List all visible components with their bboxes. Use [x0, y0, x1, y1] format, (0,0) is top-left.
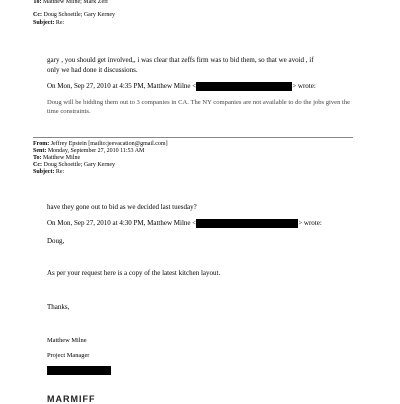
divider-line — [33, 137, 353, 138]
cc-value: Doug Schoettle; Gary Kerney — [43, 12, 115, 18]
email1-body-line2: only we had done it discussions. — [47, 66, 138, 74]
cc-value: Doug Schoettle; Gary Kerney — [43, 162, 115, 168]
sent-label: Sent: — [33, 148, 47, 154]
message-text: As per your request here is a copy of the latest kitchen layout. — [47, 269, 221, 277]
to-value: Matthew Milne; Mark Zeff — [42, 0, 108, 5]
subject-label: Subject: — [33, 20, 55, 26]
quote-suffix: > wrote: — [298, 219, 322, 227]
greeting: Doug, — [47, 237, 65, 245]
subject-label: Subject: — [33, 169, 55, 175]
email2-quote-header — [47, 218, 322, 228]
redaction-box — [47, 366, 111, 375]
subject-value: Re: — [55, 20, 65, 26]
from-label: From: — [33, 141, 50, 147]
email1-subject-line — [33, 20, 64, 27]
quote-suffix: > wrote: — [292, 82, 316, 90]
subject-value: Re: — [55, 169, 65, 175]
email2-subject-line — [33, 169, 64, 176]
signature-name: Matthew Milne — [47, 337, 87, 344]
quote-prefix: On Mon, Sep 27, 2010 at 4:35 PM, Matthew Milne < — [47, 82, 197, 90]
email2-sent-line — [33, 148, 144, 155]
email2-cc-line — [33, 162, 115, 169]
signature-title: Project Manager — [47, 352, 90, 359]
email1-cc-line — [33, 12, 115, 19]
email2-to-line — [33, 155, 80, 162]
cc-label: Cc: — [33, 12, 42, 18]
from-value: Jeffrey Epstein [mailto:jeevacation@gmail.com] — [50, 141, 168, 147]
email1-quoted-text: Doug will be bidding them out to 3 companies in CA. The NY companies are not available to do the jobs given the time constraints. — [47, 99, 351, 115]
email1-body-line1: gary , you should get involved,, i was clear that zeffs firm was to bid them, so that we avoid , if — [47, 56, 314, 64]
email1-to-line — [33, 0, 108, 6]
bottom-cut-text: MARMIFF — [47, 394, 96, 404]
email1-quote-header — [47, 81, 316, 91]
cc-label: Cc: — [33, 162, 42, 168]
sent-value: Monday, September 27, 2010 11:53 AM — [47, 148, 145, 154]
quote-prefix: On Mon, Sep 27, 2010 at 4:30 PM, Matthew Milne < — [47, 219, 197, 227]
to-value: Matthew Milne — [42, 155, 81, 161]
closing: Thanks, — [47, 303, 70, 311]
email2-from-line — [33, 141, 168, 148]
to-label: To: — [33, 0, 42, 5]
redaction-box — [196, 219, 298, 228]
to-label: To: — [33, 155, 42, 161]
redaction-box — [196, 82, 292, 91]
email2-body-line: have they gone out to bid as we decided last tuesday? — [47, 203, 197, 211]
